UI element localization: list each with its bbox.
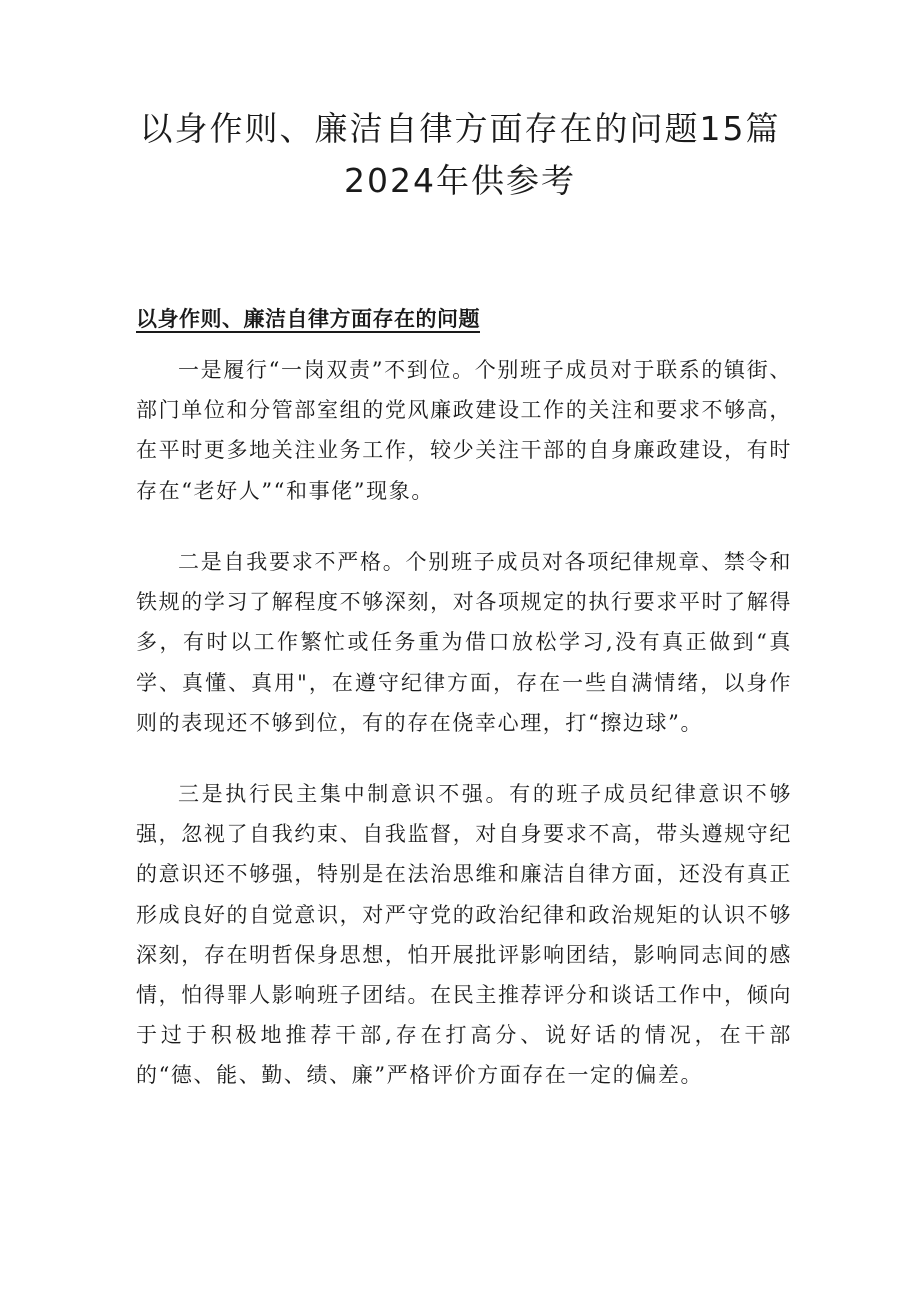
paragraph-1: 一是履行“一岗双责”不到位。个别班子成员对于联系的镇街、部门单位和分管部室组的党风廉政建设工作的关注和要求不够高，在平时更多地关注业务工作，较少关注干部的自身廉政建设，有时存在“老好人”“和事佬”现象。 [136, 358, 792, 503]
document-title-line-1: 以身作则、廉洁自律方面存在的问题15篇 [139, 109, 781, 148]
section-heading: 以身作则、廉洁自律方面存在的问题 [136, 306, 480, 331]
paragraph-2: 二是自我要求不严格。个别班子成员对各项纪律规章、禁令和铁规的学习了解程度不够深刻，对各项规定的执行要求平时了解得多，有时以工作繁忙或任务重为借口放松学习,没有真正做到“真学、真懂、真用"，在遵守纪律方面，存在一些自满情绪，以身作则的表现还不够到位，有的存在侥幸心理，打“擦边球”。 [136, 550, 792, 735]
paragraph-3: 三是执行民主集中制意识不强。有的班子成员纪律意识不够强，忽视了自我约束、自我监督，对自身要求不高，带头遵规守纪的意识还不够强，特别是在法治思维和廉洁自律方面，还没有真正形成良好的自觉意识，对严守党的政治纪律和政治规矩的认识不够深刻，存在明哲保身思想，怕开展批评影响团结，影响同志间的感情，怕得罪人影响班子团结。在民主推荐评分和谈话工作中，倾向于过于积极地推荐干部,存在打高分、说好话的情况，在干部的“德、能、勤、绩、廉”严格评价方面存在一定的偏差。 [136, 782, 792, 1088]
document-title-line-2: 2024年供参考 [344, 161, 576, 200]
